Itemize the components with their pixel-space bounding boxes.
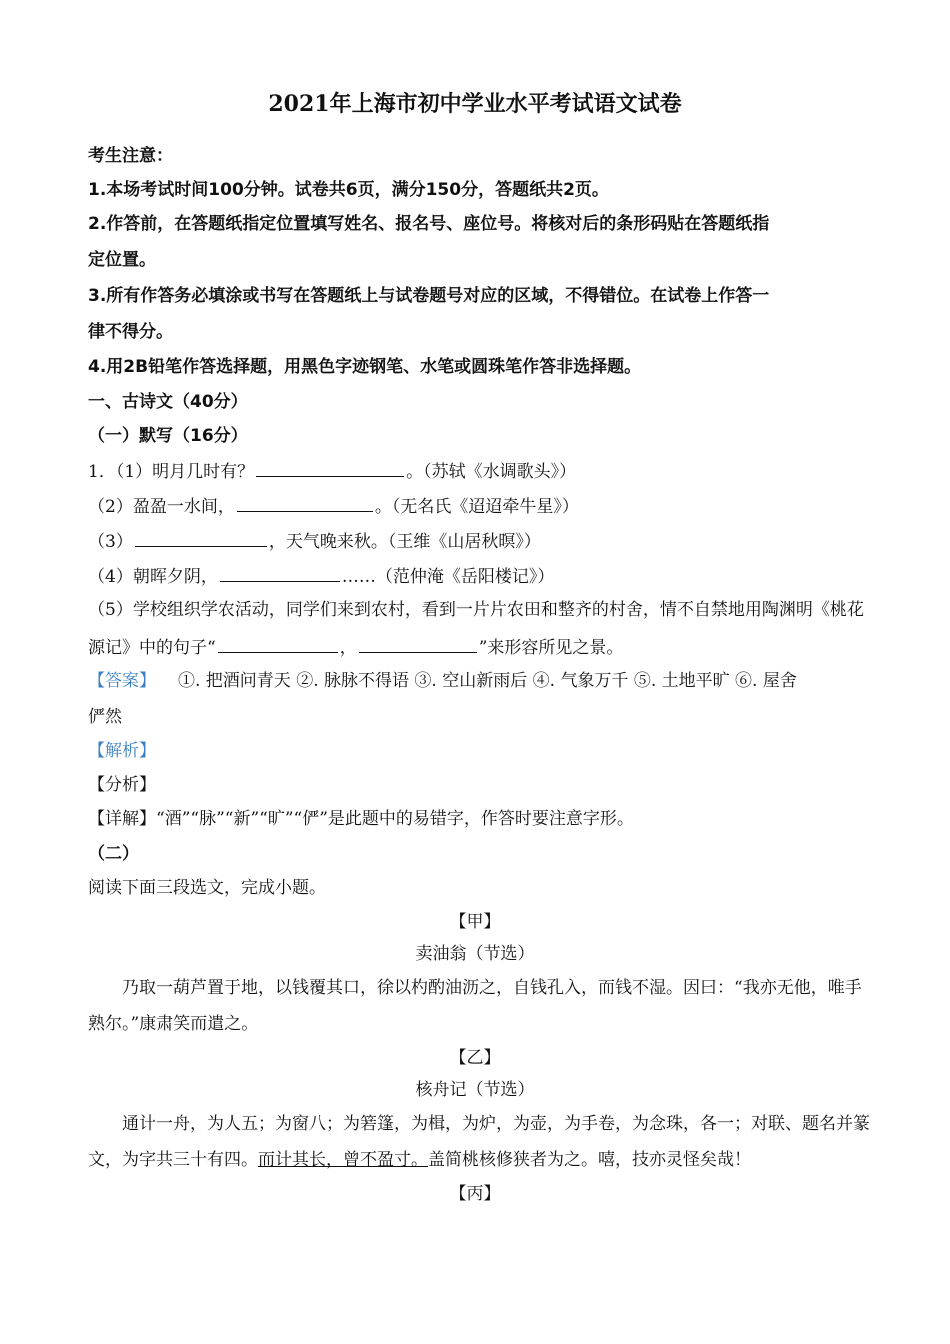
passage-yi-text-2a: 文，为字共三十有四。 [88,1150,258,1170]
q1-5-tail: ”来形容所见之景。 [478,638,624,658]
q1-5-prompt: 源记》中的句子“ [88,638,216,658]
analysis-detail: 【详解】“酒”“脉”“新”“旷”“俨”是此题中的易错字，作答时要注意字形。 [88,809,634,829]
notice-heading: 考生注意： [88,146,173,166]
passage-yi-title: 核舟记（节选） [415,1080,535,1100]
passage-yi-label: 【乙】 [449,1048,501,1068]
q1-1-source: 。（苏轼《水调歌头》） [406,462,577,482]
passage-jia-text-1: 乃取一葫芦置于地，以钱覆其口，徐以杓酌油沥之，自钱孔入，而钱不湿。因曰：“我亦无他，唯手 [122,978,862,998]
notice-item-3-cont: 律不得分。 [88,322,173,342]
q1-2-prompt: （2）盈盈一水间， [88,497,235,517]
passage-jia-label: 【甲】 [449,912,501,932]
answer-line [88,669,797,693]
q1-2-source: 。（无名氏《迢迢牵牛星》） [374,497,579,517]
passage-jia-line-2: 熟尔。”康肃笑而遣之。 [88,1014,259,1034]
question-1-4 [88,563,554,589]
q1-5-comma: ， [339,638,357,658]
passage-jia-title: 卖油翁（节选） [415,944,535,964]
part-heading-1: （一）默写（16分） [88,426,248,446]
question-1-2 [88,493,579,519]
analysis-fenxi: 【分析】 [88,775,156,795]
question-1-3 [88,528,541,554]
reading-intro: 阅读下面三段选文，完成小题。 [88,878,326,898]
answer-blank-1[interactable] [256,458,404,477]
question-1-5-cont [88,634,623,660]
answer-line-cont: 俨然 [88,707,122,727]
passage-bing-label: 【丙】 [449,1184,501,1204]
part-heading-2: （二） [88,844,139,864]
section-heading-1: 一、古诗文（40分） [88,392,248,412]
passage-jia-line-1 [88,976,862,1000]
notice-item-1: 1.本场考试时间100分钟。试卷共6页，满分150分，答题纸共2页。 [88,180,609,200]
passage-yi-text-2b: 盖简桃核修狭者为之。嘻，技亦灵怪矣哉！ [428,1150,751,1170]
q1-4-prompt: （4）朝晖夕阴， [88,567,218,587]
question-1-5: （5）学校组织学农活动，同学们来到农村，看到一片片农田和整齐的村舍，情不自禁地用陶渊明《桃花 [88,600,864,620]
passage-yi-underlined: 而计其长，曾不盈寸。 [258,1150,428,1170]
page-title: 2021年上海市初中学业水平考试语文试卷 [268,91,682,117]
q1-3-source: ，天气晚来秋。（王维《山居秋暝》） [268,532,541,552]
notice-item-2: 2.作答前，在答题纸指定位置填写姓名、报名号、座位号。将核对后的条形码贴在答题纸指 [88,214,770,234]
passage-yi-line-2 [88,1148,751,1172]
answer-label: 【答案】 [88,671,156,691]
notice-item-2-cont: 定位置。 [88,250,156,270]
answer-blank-6[interactable] [359,634,477,653]
q1-1-prompt: 1．（1）明月几时有？ [88,462,255,482]
passage-yi-line-1 [88,1112,870,1136]
passage-yi-text-1: 通计一舟，为人五；为窗八；为箬篷，为楫，为炉，为壶，为手卷，为念珠，各一；对联、题名并篆 [122,1114,870,1134]
q1-4-source: ……（范仲淹《岳阳楼记》） [341,567,555,587]
notice-item-4: 4.用2B铅笔作答选择题，用黑色字迹钢笔、水笔或圆珠笔作答非选择题。 [88,357,642,377]
question-1-1 [88,458,576,484]
q1-3-prompt: （3） [88,532,133,552]
answer-blank-5[interactable] [218,634,338,653]
notice-item-3: 3.所有作答务必填涂或书写在答题纸上与试卷题号对应的区域，不得错位。在试卷上作答一 [88,286,770,306]
answer-blank-4[interactable] [220,563,340,582]
analysis-label: 【解析】 [88,741,156,761]
answer-text: ①. 把酒问青天 ②. 脉脉不得语 ③. 空山新雨后 ④. 气象万千 ⑤. 土地平旷 ⑥. 屋舍 [178,671,797,691]
answer-blank-2[interactable] [237,493,373,512]
answer-blank-3[interactable] [135,528,267,547]
